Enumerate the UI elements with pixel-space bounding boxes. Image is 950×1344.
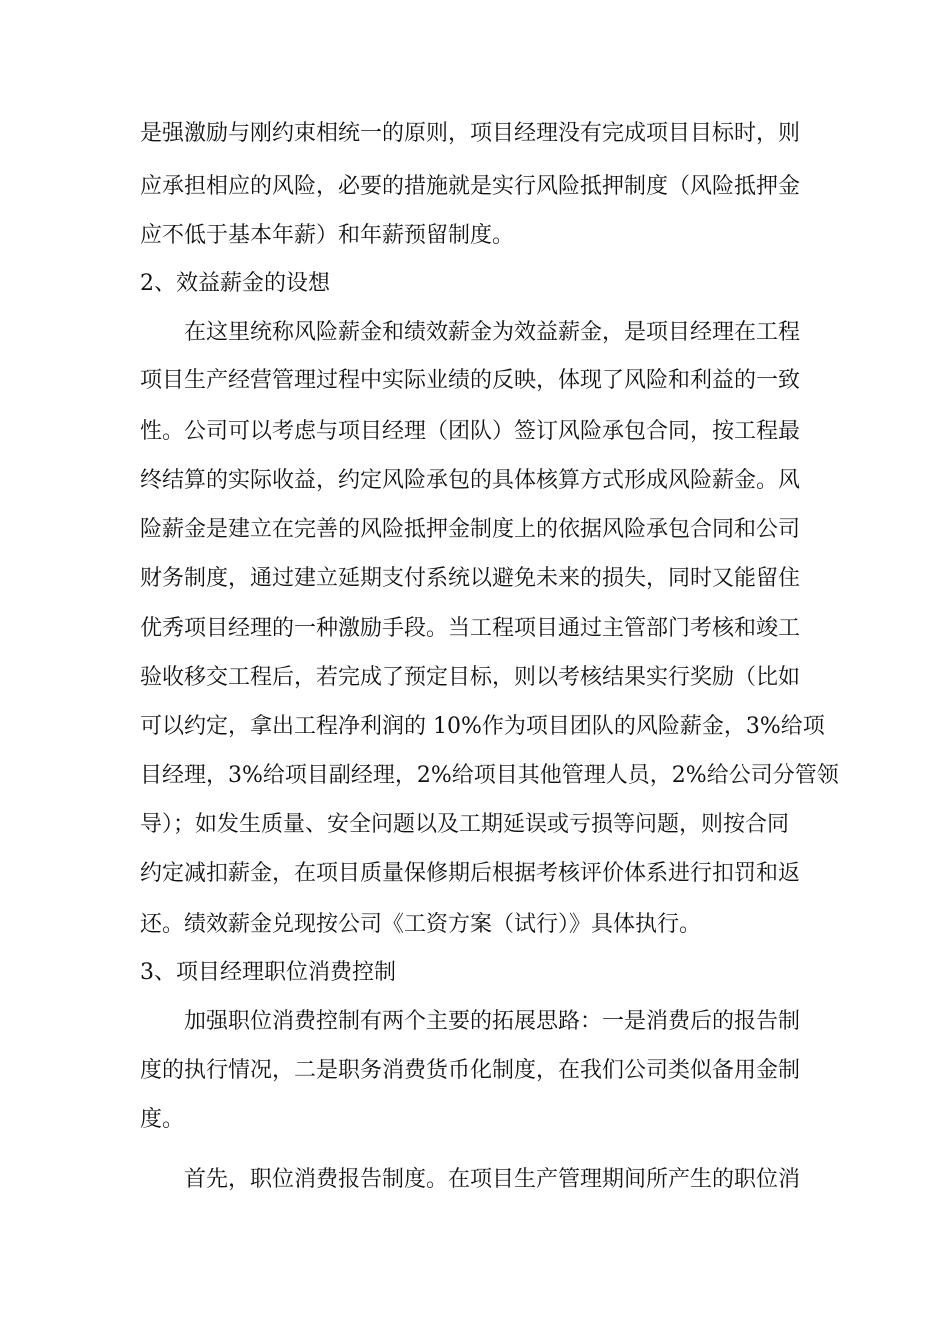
text-line: 性。公司可以考虑与项目经理（团队）签订风险承包合同，按工程最 xyxy=(140,419,801,444)
paragraph-first-line: 在这里统称风险薪金和绩效薪金为效益薪金，是项目经理在工程 xyxy=(184,320,801,345)
section-heading: 2、效益薪金的设想 xyxy=(140,271,330,296)
section-heading: 3、项目经理职位消费控制 xyxy=(140,960,396,985)
text-line: 应不低于基本年薪）和年薪预留制度。 xyxy=(140,223,515,248)
text-line: 还。绩效薪金兑现按公司《工资方案（试行）》具体执行。 xyxy=(140,912,702,937)
text-line: 是强激励与刚约束相统一的原则，项目经理没有完成项目目标时，则 xyxy=(140,121,801,146)
text-line: 可以约定，拿出工程净利润的 10%作为项目团队的风险薪金，3%给项 xyxy=(140,714,825,739)
text-line: 应承担相应的风险，必要的措施就是实行风险抵押制度（风险抵押金 xyxy=(140,174,801,199)
paragraph-first-line: 加强职位消费控制有两个主要的拓展思路：一是消费后的报告制 xyxy=(184,1009,801,1034)
text-line: 度。 xyxy=(140,1107,185,1132)
paragraph-first-line: 首先，职位消费报告制度。在项目生产管理期间所产生的职位消 xyxy=(184,1167,801,1192)
text-line: 目经理，3%给项目副经理，2%给项目其他管理人员，2%给公司分管领 xyxy=(140,763,839,788)
text-line: 约定减扣薪金，在项目质量保修期后根据考核评价体系进行扣罚和返 xyxy=(140,861,801,886)
text-line: 险薪金是建立在完善的风险抵押金制度上的依据风险承包合同和公司 xyxy=(140,517,801,542)
text-line: 验收移交工程后，若完成了预定目标，则以考核结果实行奖励（比如 xyxy=(140,665,801,690)
text-line: 导）；如发生质量、安全问题以及工期延误或亏损等问题，则按合同 xyxy=(140,812,790,837)
text-line: 度的执行情况，二是职务消费货币化制度，在我们公司类似备用金制 xyxy=(140,1058,801,1083)
text-line: 项目生产经营管理过程中实际业绩的反映，体现了风险和利益的一致 xyxy=(140,368,801,393)
text-line: 终结算的实际收益，约定风险承包的具体核算方式形成风险薪金。风 xyxy=(140,468,801,493)
text-line: 优秀项目经理的一种激励手段。当工程项目通过主管部门考核和竣工 xyxy=(140,616,801,641)
text-line: 财务制度，通过建立延期支付系统以避免未来的损失，同时又能留住 xyxy=(140,566,801,591)
